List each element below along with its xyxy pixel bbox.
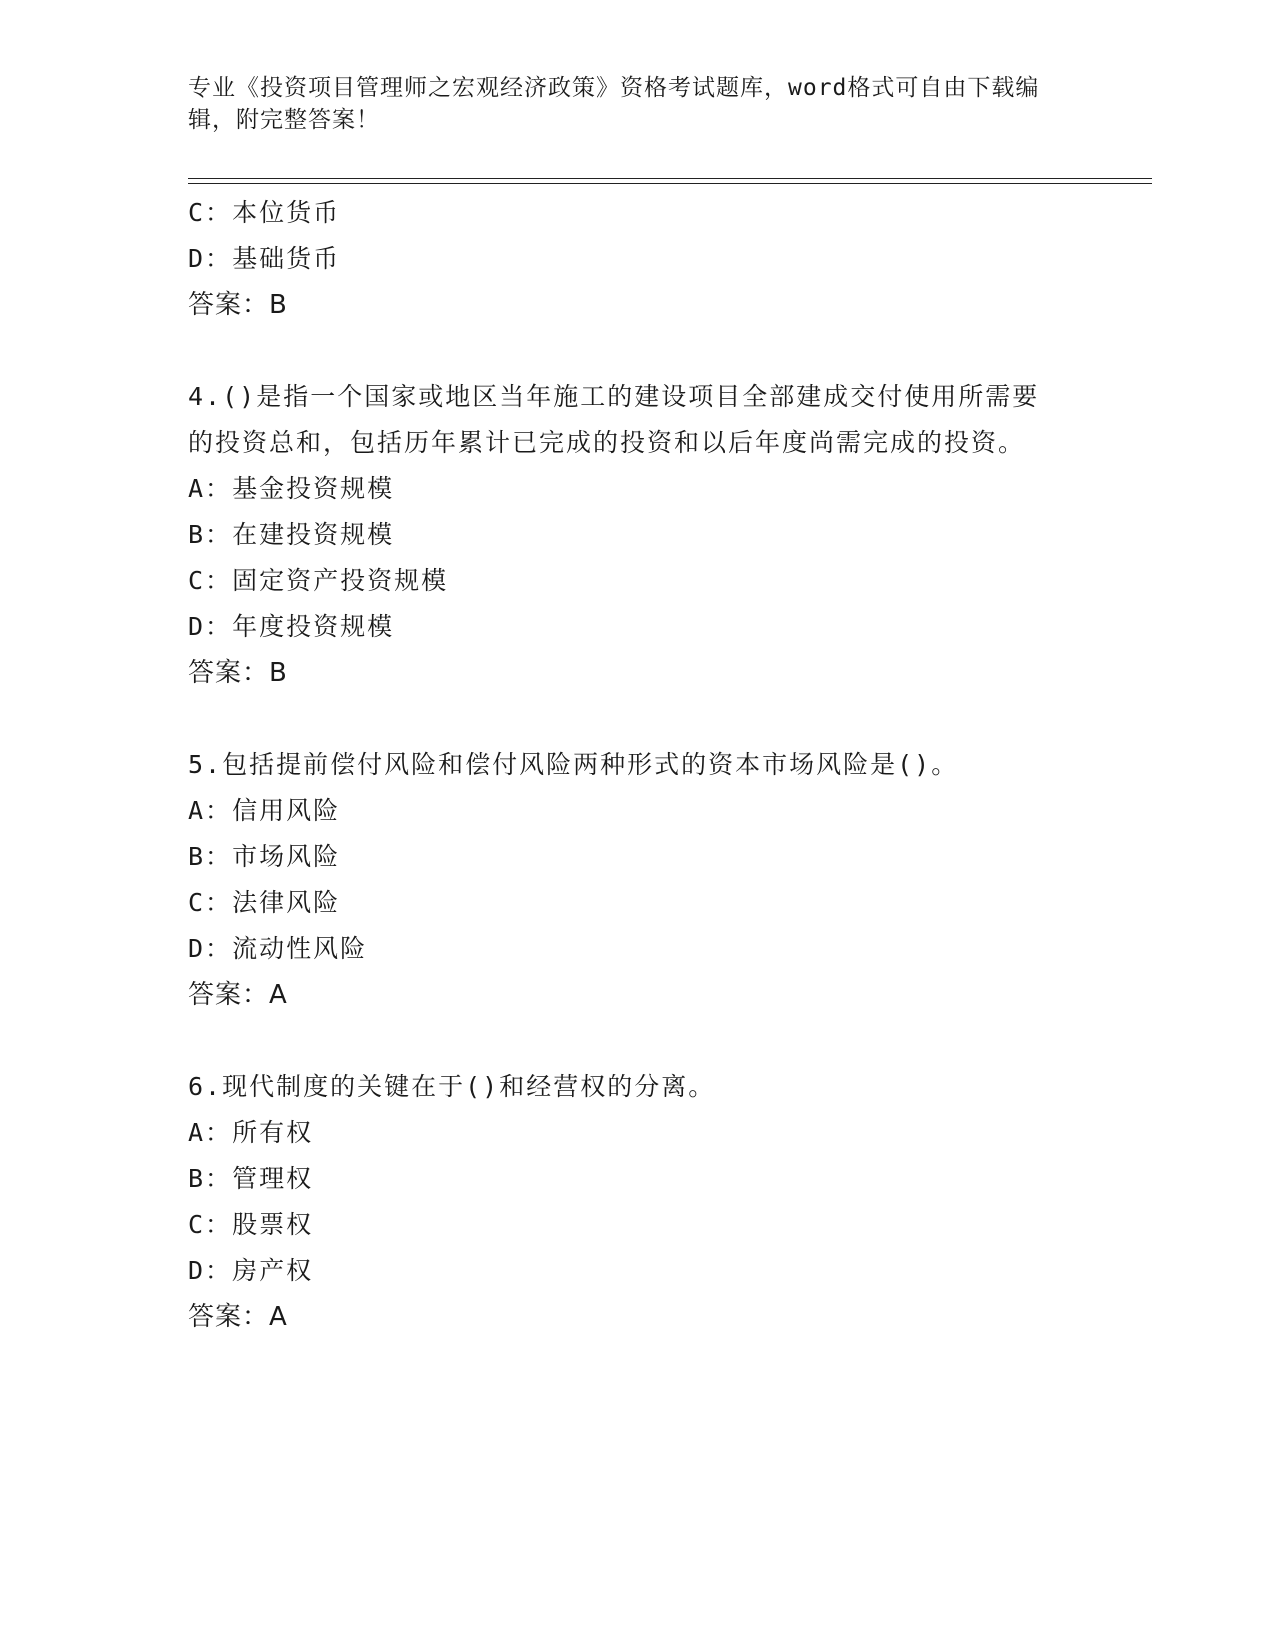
option-d: D：年度投资规模 — [188, 612, 395, 641]
question-6 — [188, 1064, 1068, 1340]
page-header: 专业《投资项目管理师之宏观经济政策》资格考试题库，word格式可自由下载编辑，附完整答案！ — [188, 75, 1040, 133]
answer: 答案：B — [188, 290, 288, 320]
option-c: C：股票权 — [188, 1210, 314, 1239]
option-d: D：房产权 — [188, 1256, 314, 1285]
option-b: B：管理权 — [188, 1164, 314, 1193]
question-4 — [188, 374, 1068, 696]
answer: 答案：B — [188, 658, 288, 688]
option-d: D：流动性风险 — [188, 934, 368, 963]
question-3-continued — [188, 190, 1068, 328]
option-c: C：本位货币 — [188, 198, 341, 227]
spacer — [188, 1018, 1068, 1064]
answer: 答案：A — [188, 1302, 288, 1332]
header-rule-top — [188, 178, 1152, 179]
question-text: 4.()是指一个国家或地区当年施工的建设项目全部建成交付使用所需要的投资总和，包括历年累计已完成的投资和以后年度尚需完成的投资。 — [188, 382, 1040, 457]
answer: 答案：A — [188, 980, 288, 1010]
option-a: A：所有权 — [188, 1118, 314, 1147]
spacer — [188, 328, 1068, 374]
spacer — [188, 696, 1068, 742]
option-b: B：在建投资规模 — [188, 520, 395, 549]
question-list — [188, 190, 1068, 1340]
question-text: 6.现代制度的关键在于()和经营权的分离。 — [188, 1072, 716, 1101]
option-b: B：市场风险 — [188, 842, 341, 871]
option-a: A：基金投资规模 — [188, 474, 395, 503]
question-text: 5.包括提前偿付风险和偿付风险两种形式的资本市场风险是()。 — [188, 750, 959, 779]
option-c: C：法律风险 — [188, 888, 341, 917]
option-d: D：基础货币 — [188, 244, 341, 273]
option-c: C：固定资产投资规模 — [188, 566, 449, 595]
header-rule-bottom — [188, 183, 1152, 184]
option-a: A：信用风险 — [188, 796, 341, 825]
question-5 — [188, 742, 1068, 1018]
